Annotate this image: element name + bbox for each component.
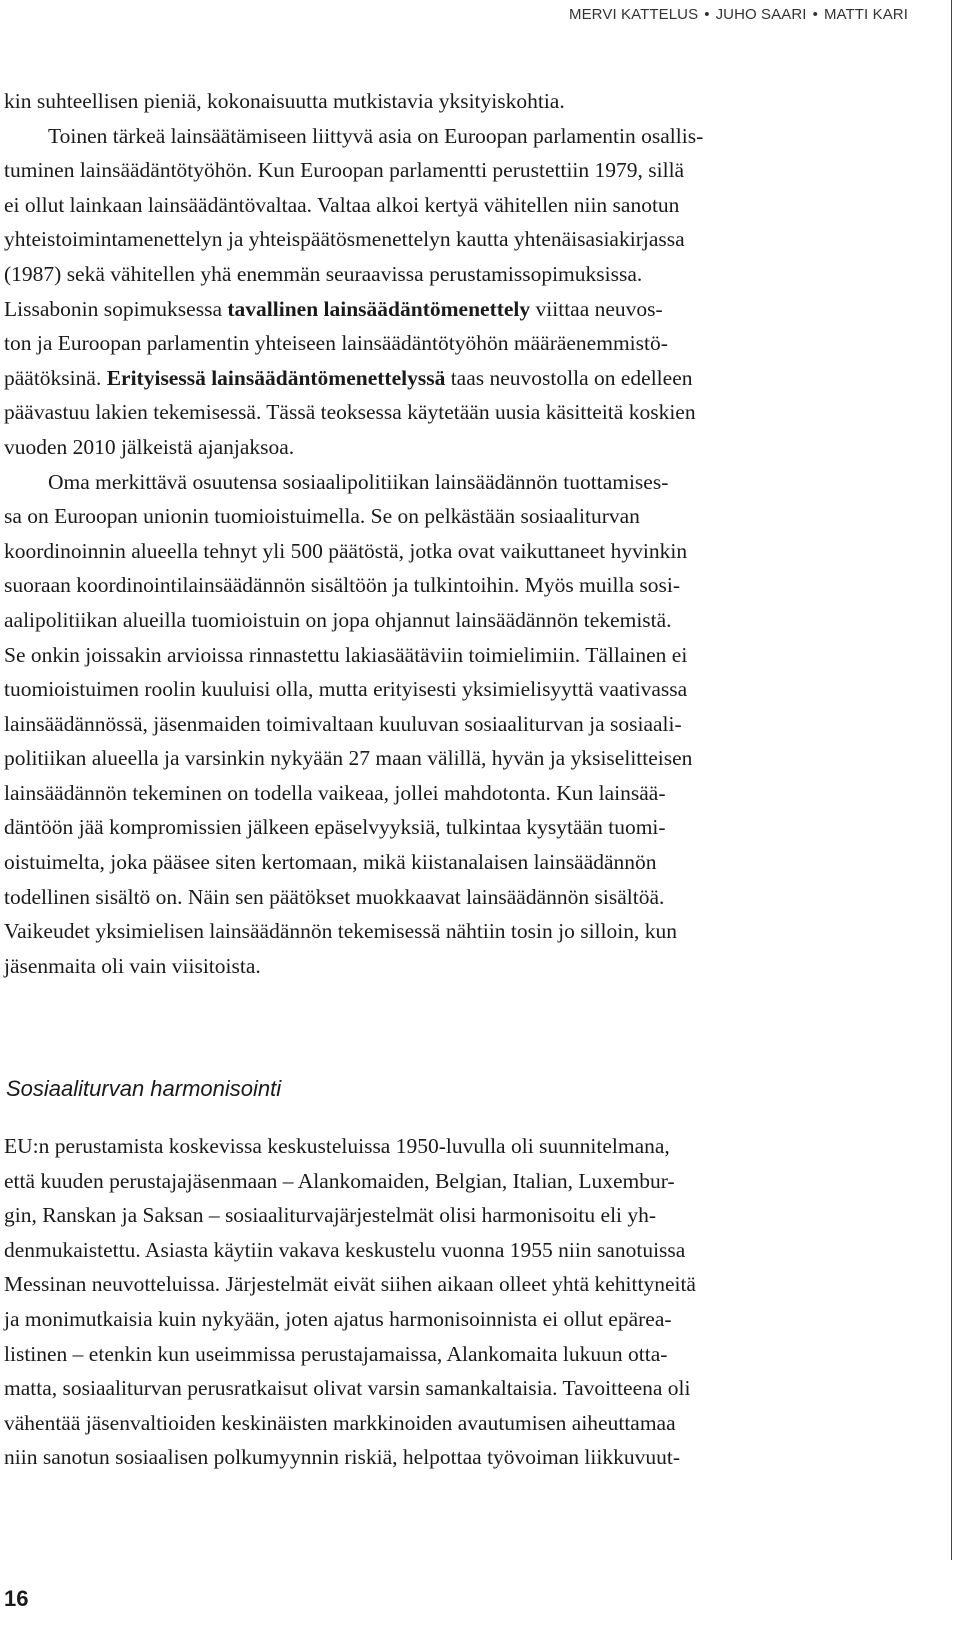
line-text: oistuimelta, joka pääsee siten kertomaan, mikä kiistanalaisen lainsäädännön bbox=[4, 850, 657, 875]
text-line bbox=[4, 84, 934, 119]
text-line bbox=[4, 188, 934, 223]
separator: • bbox=[704, 6, 710, 23]
line-text: aalipolitiikan alueilla tuomioistuin on jopa ohjannut lainsäädännön tekemistä. bbox=[4, 607, 672, 632]
page-number: 16 bbox=[4, 1586, 29, 1611]
line-text: päävastuu lakien tekemisessä. Tässä teoksessa käytetään uusia käsitteitä koskien bbox=[4, 400, 696, 425]
line-text: Se onkin joissakin arvioissa rinnastettu lakiasäätäviin toimielimiin. Tällainen ei bbox=[4, 642, 688, 667]
text-line: EU:n perustamista koskevissa keskusteluissa 1950-luvulla oli suunnitelmana, bbox=[4, 1134, 670, 1158]
line-text: Vaikeudet yksimielisen lainsäädännön tekemisessä nähtiin tosin jo silloin, kun bbox=[4, 919, 677, 944]
text-line bbox=[4, 707, 934, 742]
line-text: Lissabonin sopimuksessa bbox=[4, 296, 228, 321]
text-line bbox=[4, 119, 934, 154]
line-text: sa on Euroopan unionin tuomioistuimella. Se on pelkästään sosiaaliturvan bbox=[4, 504, 640, 529]
text-line bbox=[4, 499, 934, 534]
text-line: gin, Ranskan ja Saksan – sosiaaliturvajärjestelmät olisi harmonisoitu eli yh- bbox=[4, 1203, 657, 1228]
line-text: lainsäädännössä, jäsenmaiden toimivaltaan kuuluvan sosiaaliturvan ja sosiaali- bbox=[4, 711, 682, 736]
text-line bbox=[4, 880, 934, 915]
line-text: kin suhteellisen pieniä, kokonaisuutta mutkistavia yksityiskohtia. bbox=[4, 89, 565, 113]
line-text: tuminen lainsäädäntötyöhön. Kun Euroopan parlamentti perustettiin 1979, sillä bbox=[4, 158, 685, 183]
text-line bbox=[4, 257, 934, 292]
separator: • bbox=[812, 6, 818, 23]
line-text: (1987) sekä vähitellen yhä enemmän seuraavissa perustamissopimuksissa. bbox=[4, 261, 643, 286]
text-line: vähentää jäsenvaltioiden keskinäisten markkinoiden avautumisen aiheuttamaa bbox=[4, 1410, 676, 1435]
text-line bbox=[4, 776, 934, 811]
bold-term: Erityisessä lainsäädäntömenettelyssä bbox=[106, 365, 446, 390]
running-header bbox=[569, 6, 908, 23]
author-name: JUHO SAARI bbox=[715, 6, 807, 23]
section-heading: Sosiaaliturvan harmonisointi bbox=[6, 1076, 282, 1101]
line-text: ei ollut lainkaan lainsäädäntövaltaa. Valtaa alkoi kertyä vähitellen niin sanotun bbox=[4, 192, 680, 217]
text-line bbox=[4, 638, 934, 673]
line-text: viittaa neuvos- bbox=[530, 296, 663, 321]
line-text: politiikan alueella ja varsinkin nykyään 27 maan välillä, hyvän ja yksiselitteisen bbox=[4, 746, 693, 771]
text-line bbox=[4, 465, 934, 500]
line-text: päätöksinä. bbox=[4, 365, 107, 390]
text-line bbox=[4, 810, 934, 845]
line-text: jäsenmaita oli vain viisitoista. bbox=[4, 953, 261, 978]
line-text: Oma merkittävä osuutensa sosiaalipolitiikan lainsäädännön tuottamises- bbox=[48, 469, 669, 494]
text-line bbox=[4, 222, 934, 257]
text-line: denmukaistettu. Asiasta käytiin vakava keskustelu vuonna 1955 niin sanotuissa bbox=[4, 1237, 686, 1262]
line-text: koordinoinnin alueella tehnyt yli 500 päätöstä, jotka ovat vaikuttaneet hyvinkin bbox=[4, 538, 688, 563]
line-text: yhteistoimintamenettelyn ja yhteispäätösmenettelyn kautta yhtenäisasiakirjassa bbox=[4, 227, 685, 252]
text-line bbox=[4, 949, 934, 984]
body-text bbox=[4, 84, 934, 983]
text-line bbox=[4, 153, 934, 188]
line-text: vuoden 2010 jälkeistä ajanjaksoa. bbox=[4, 434, 295, 459]
section-body-text bbox=[4, 1129, 934, 1475]
line-text: däntöön jää kompromissien jälkeen epäselvyyksiä, tulkintaa kysytään tuomi- bbox=[4, 815, 666, 840]
text-line: listinen – etenkin kun useimmissa perustajamaissa, Alankomaita lukuun otta- bbox=[4, 1341, 668, 1366]
line-text: tuomioistuimen roolin kuuluisi olla, mutta erityisesti yksimielisyyttä vaativassa bbox=[4, 677, 688, 702]
line-text: todellinen sisältö on. Näin sen päätökset muokkaavat lainsäädännön sisältöä. bbox=[4, 884, 665, 909]
text-line bbox=[4, 534, 934, 569]
text-line: niin sanotun sosiaalisen polkumyynnin riskiä, helpottaa työvoiman liikkuvuut- bbox=[4, 1445, 680, 1470]
line-text: Toinen tärkeä lainsäätämiseen liittyvä asia on Euroopan parlamentin osallis- bbox=[48, 123, 704, 148]
bold-term: tavallinen lainsäädäntömenettely bbox=[227, 296, 531, 321]
text-line: ja monimutkaisia kuin nykyään, joten ajatus harmonisoinnista ei ollut epärea- bbox=[4, 1306, 672, 1331]
text-line bbox=[4, 672, 934, 707]
text-line bbox=[4, 845, 934, 880]
author-name: MATTI KARI bbox=[823, 6, 908, 23]
text-line: Messinan neuvotteluissa. Järjestelmät eivät siihen aikaan olleet yhtä kehittyneitä bbox=[4, 1272, 696, 1297]
author-name: MERVI KATTELUS bbox=[568, 6, 699, 23]
text-line bbox=[4, 741, 934, 776]
text-line bbox=[4, 292, 934, 327]
text-line bbox=[4, 326, 934, 361]
line-text: ton ja Euroopan parlamentin yhteiseen lainsäädäntötyöhön määräenemmistö- bbox=[4, 331, 668, 356]
text-line bbox=[4, 568, 934, 603]
text-line bbox=[4, 603, 934, 638]
text-line bbox=[4, 395, 934, 430]
text-line bbox=[4, 430, 934, 465]
line-text: suoraan koordinointilainsäädännön sisältöön ja tulkintoihin. Myös muilla sosi- bbox=[4, 573, 680, 598]
line-text: lainsäädännön tekeminen on todella vaikeaa, jollei mahdotonta. Kun lainsää- bbox=[4, 780, 666, 805]
text-line bbox=[4, 361, 934, 396]
text-line bbox=[4, 914, 934, 949]
line-text: taas neuvostolla on edelleen bbox=[445, 365, 693, 390]
text-line: matta, sosiaaliturvan perusratkaisut olivat varsin samankaltaisia. Tavoitteena oli bbox=[4, 1376, 691, 1401]
text-line: että kuuden perustajajäsenmaan – Alankomaiden, Belgian, Italian, Luxembur- bbox=[4, 1168, 675, 1193]
margin-rule bbox=[951, 0, 952, 1560]
